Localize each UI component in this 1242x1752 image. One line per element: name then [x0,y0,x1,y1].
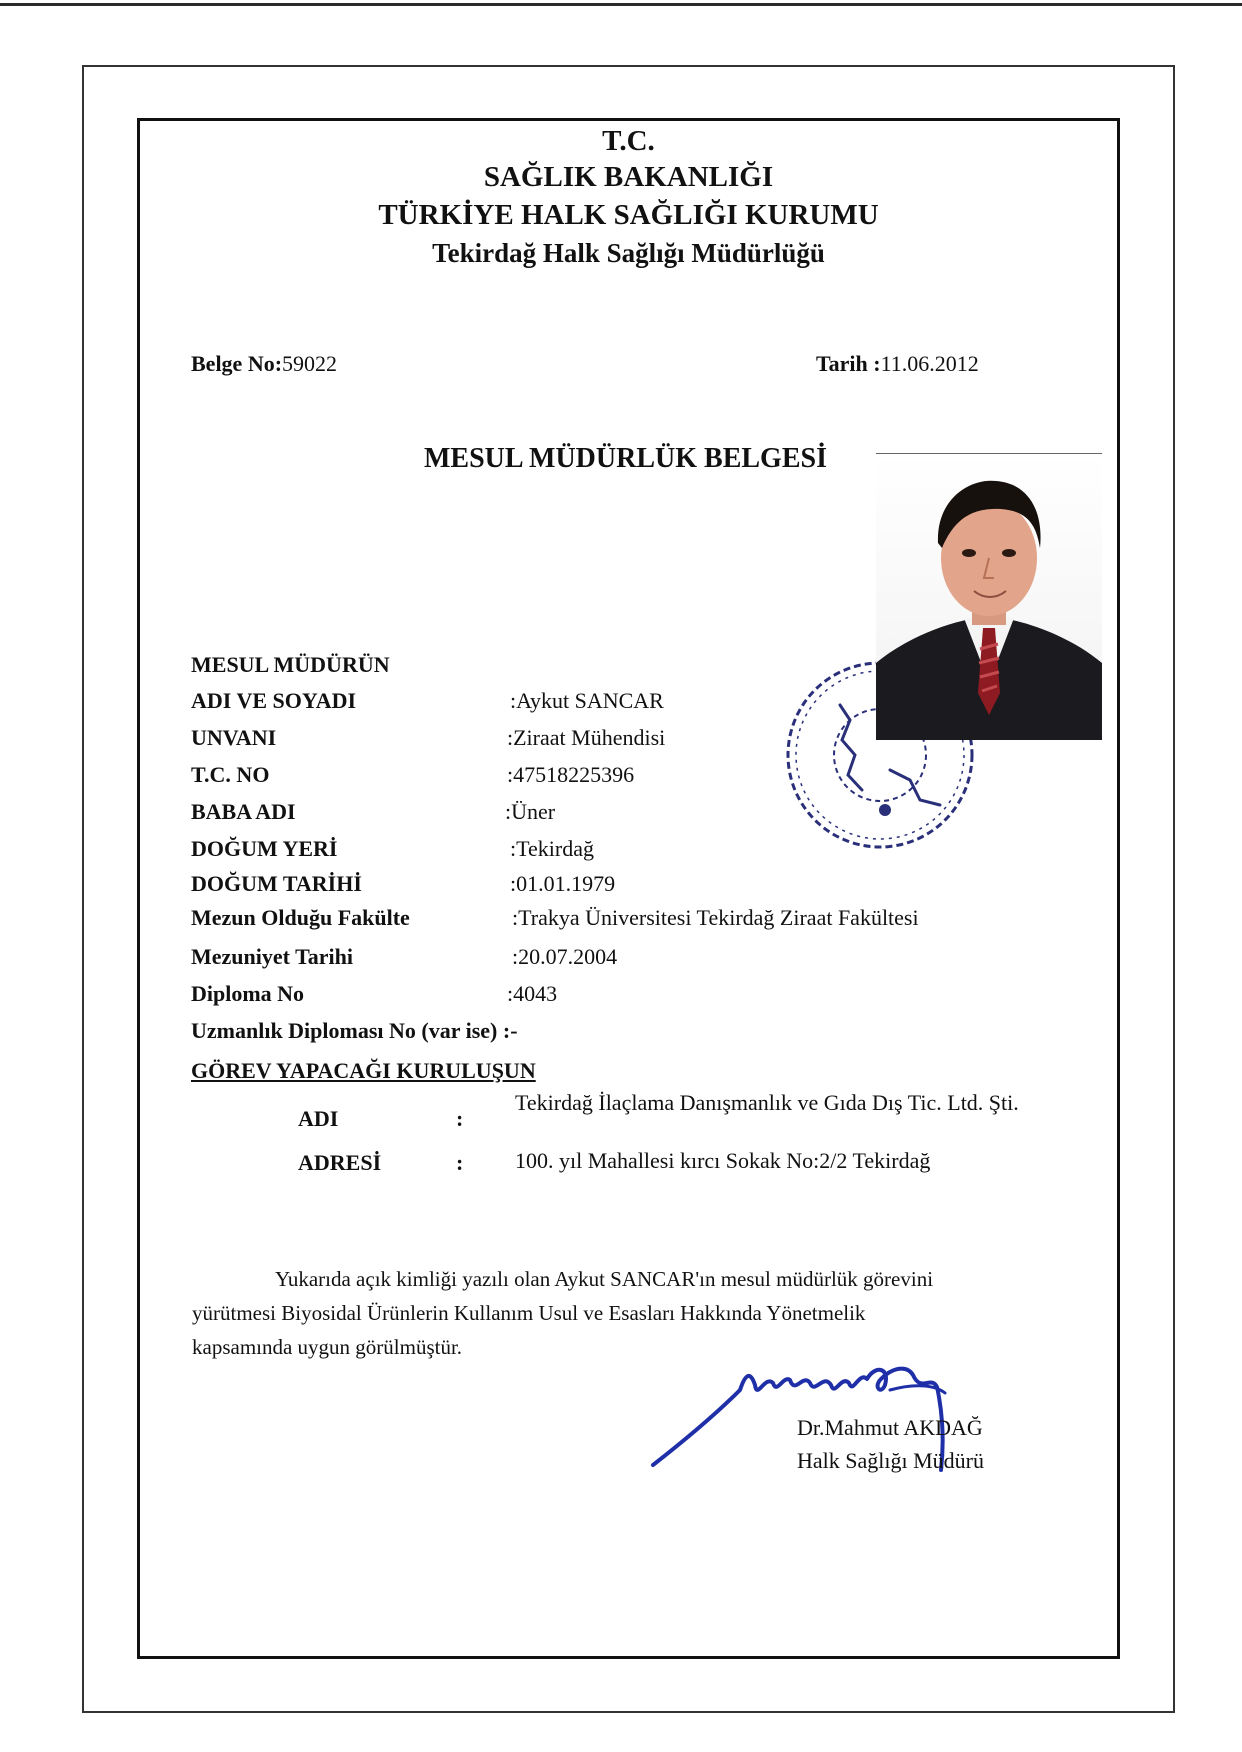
field-value: :47518225396 [507,762,635,787]
org-name-value: Tekirdağ İlaçlama Danışmanlık ve Gıda Dış Tic. Ltd. Şti. [515,1090,1019,1115]
date-label: Tarih : [816,351,881,376]
field-label: BABA ADI [191,799,296,824]
person-section-label: MESUL MÜDÜRÜN [191,652,390,677]
field-value: :Aykut SANCAR [510,688,664,713]
applicant-photo [876,453,1102,740]
belge-no-value: 59022 [282,351,338,376]
field-label: UNVANI [191,725,277,750]
field-label: Mezuniyet Tarihi [191,944,353,969]
belge-no-label: Belge No: [191,351,283,376]
date-value: 11.06.2012 [880,351,979,376]
belge-no [191,351,337,377]
field-label: Uzmanlık Diploması No (var ise) :- [191,1018,518,1043]
field-value: :01.01.1979 [510,871,616,896]
paragraph-line: kapsamında uygun görülmüştür. [192,1335,463,1359]
field-value: :Tekirdağ [510,836,594,861]
signatory-name: Dr.Mahmut AKDAĞ [797,1415,983,1440]
header-directorate: Tekirdağ Halk Sağlığı Müdürlüğü [432,238,825,268]
org-address-value: 100. yıl Mahallesi kırcı Sokak No:2/2 Tekirdağ [515,1148,931,1173]
field-label: DOĞUM YERİ [191,836,338,861]
paragraph-line: Yukarıda açık kimliği yazılı olan Aykut SANCAR'ın mesul müdürlük görevini [275,1267,934,1291]
page-top-edge [0,3,1242,6]
field-value: :Üner [505,799,556,824]
org-name-colon: : [456,1106,464,1131]
organization-section-label: GÖREV YAPACAĞI KURULUŞUN [191,1058,536,1083]
field-value: :Trakya Üniversitesi Tekirdağ Ziraat Fakültesi [512,905,919,930]
field-value: :20.07.2004 [512,944,618,969]
org-name-label: ADI [298,1106,339,1131]
field-label: Diploma No [191,981,305,1006]
field-label: ADI VE SOYADI [191,688,357,713]
org-address-colon: : [456,1150,464,1175]
field-label: Mezun Olduğu Fakülte [191,905,410,930]
document-date [816,351,979,377]
header-institution: TÜRKİYE HALK SAĞLIĞI KURUMU [378,199,879,231]
field-value: :Ziraat Mühendisi [507,725,666,750]
document-title: MESUL MÜDÜRLÜK BELGESİ [424,443,827,474]
signatory-title: Halk Sağlığı Müdürü [797,1448,984,1473]
field-label: DOĞUM TARİHİ [191,871,362,896]
header-ministry: SAĞLIK BAKANLIĞI [483,161,774,193]
field-label: T.C. NO [191,762,270,787]
paragraph-line: yürütmesi Biyosidal Ürünlerin Kullanım Usul ve Esasları Hakkında Yönetmelik [192,1301,866,1325]
org-address-label: ADRESİ [298,1150,382,1175]
header-tc: T.C. [602,125,655,157]
field-value: :4043 [507,981,558,1006]
